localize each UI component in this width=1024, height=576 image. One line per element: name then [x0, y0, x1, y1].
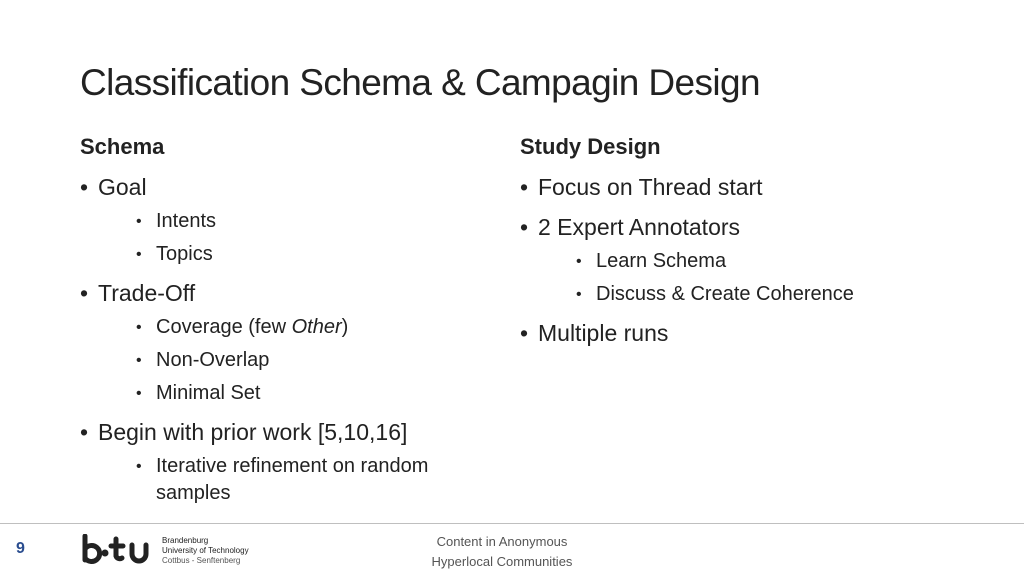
- sub-item: [136, 241, 500, 268]
- bullet-icon: •: [80, 419, 89, 445]
- list-item-runs: [520, 318, 940, 348]
- study-design-heading: Study Design: [520, 134, 661, 159]
- sub-item-text: Iterative refinement on random samples: [156, 455, 429, 504]
- bullet-icon: •: [80, 174, 89, 200]
- sub-list: [98, 314, 500, 407]
- sub-item-emphasis: Other: [291, 316, 342, 338]
- bullet-icon: •: [136, 319, 142, 336]
- sub-item: [136, 314, 500, 341]
- bullet-icon: •: [520, 214, 529, 240]
- sub-item-text: Coverage (few: [156, 316, 292, 338]
- schema-heading: Schema: [80, 134, 165, 159]
- list-item-annotators: [520, 212, 940, 308]
- btu-logo-icon: [80, 534, 156, 566]
- footer-divider: [0, 523, 1024, 524]
- sub-item: [136, 453, 500, 507]
- sub-item-text: Intents: [156, 210, 217, 232]
- logo-text: [162, 536, 249, 566]
- bullet-icon: •: [136, 246, 142, 263]
- bullet-icon: •: [576, 286, 582, 303]
- university-logo: [80, 534, 260, 568]
- list-item-prior-work: [80, 417, 500, 507]
- bullet-icon: •: [80, 280, 89, 306]
- bullet-icon: •: [136, 385, 142, 402]
- footer-caption-line: Content in Anonymous: [436, 534, 568, 549]
- sub-list: [98, 453, 500, 507]
- bullet-icon: •: [520, 320, 529, 346]
- schema-list: [80, 172, 500, 507]
- footer-caption-line: Hyperlocal Communities: [431, 554, 573, 569]
- sub-item: [136, 380, 500, 407]
- sub-item: [576, 248, 940, 275]
- list-item-text: Multiple runs: [538, 320, 669, 346]
- schema-column: [80, 130, 500, 507]
- list-item-text: 2 Expert Annotators: [538, 214, 741, 240]
- sub-item-text: Learn Schema: [596, 250, 727, 272]
- sub-item-text: Non-Overlap: [156, 349, 270, 371]
- sub-item-text: Minimal Set: [156, 382, 261, 404]
- list-item-text: Trade-Off: [98, 280, 196, 306]
- list-item-focus: [520, 172, 940, 202]
- bullet-icon: •: [136, 352, 142, 369]
- list-item-trade-off: [80, 278, 500, 407]
- page-number: 9: [16, 540, 25, 557]
- sub-item-text: Topics: [156, 243, 213, 265]
- list-item-goal: [80, 172, 500, 268]
- sub-item: [136, 347, 500, 374]
- footer-caption: [400, 532, 604, 572]
- sub-list: [538, 248, 940, 308]
- study-design-column: [520, 130, 940, 348]
- slide-title: Classification Schema & Campagin Design: [80, 62, 760, 103]
- sub-item: [136, 208, 500, 235]
- logo-line: University of Technology: [162, 546, 249, 555]
- study-design-list: [520, 172, 940, 348]
- bullet-icon: •: [136, 458, 142, 475]
- bullet-icon: •: [576, 253, 582, 270]
- bullet-icon: •: [136, 213, 142, 230]
- list-item-text: Begin with prior work [5,10,16]: [98, 419, 408, 445]
- list-item-text: Goal: [98, 174, 147, 200]
- sub-item-text: Discuss & Create Coherence: [596, 283, 854, 305]
- list-item-text: Focus on Thread start: [538, 174, 763, 200]
- sub-item-suffix: ): [341, 316, 349, 338]
- logo-line: Brandenburg: [162, 536, 209, 545]
- sub-list: [98, 208, 500, 268]
- sub-item: [576, 281, 940, 308]
- logo-line: Cottbus - Senftenberg: [162, 556, 241, 565]
- bullet-icon: •: [520, 174, 529, 200]
